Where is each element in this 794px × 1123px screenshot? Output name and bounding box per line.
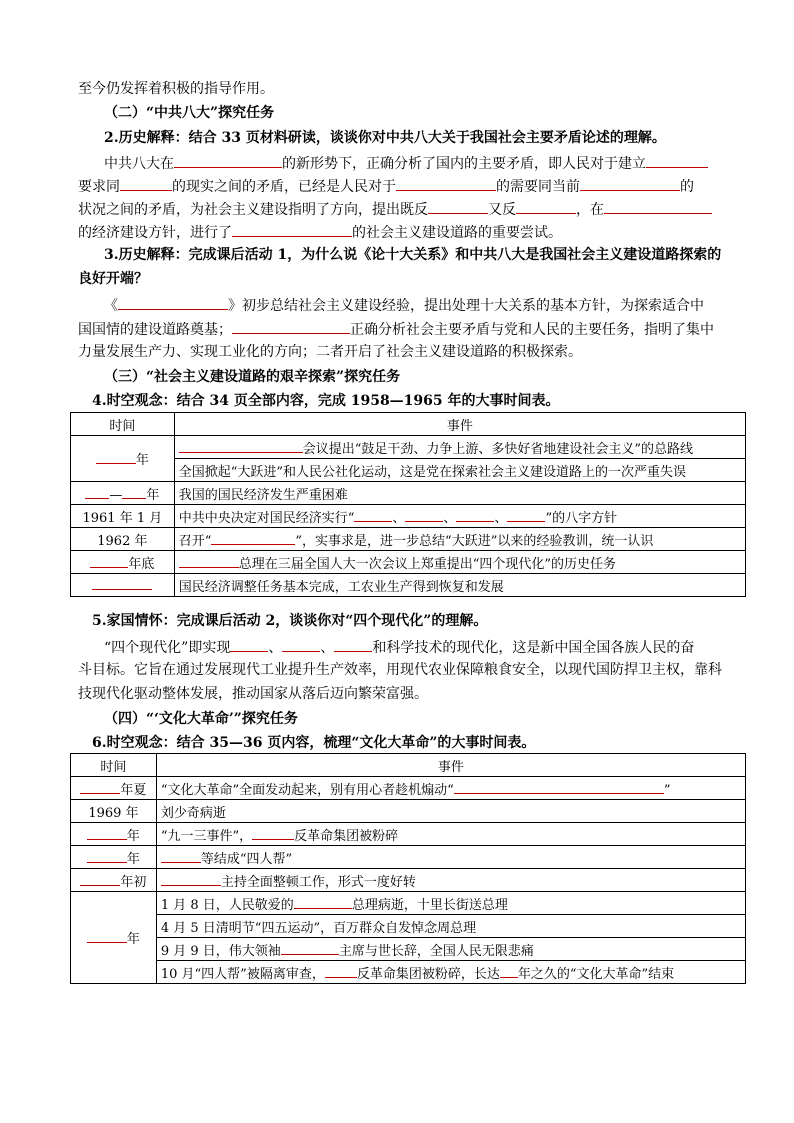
column-header-time: 时间	[71, 754, 157, 777]
event-cell: 1 月 8 日，人民敬爱的 总理病逝，十里长街送总理	[156, 892, 745, 915]
blank-field[interactable]	[120, 176, 172, 191]
blank-field[interactable]	[604, 199, 712, 214]
answer-5-line-2: 斗目标。它旨在通过发展现代工业提升生产效率，用现代农业保障粮食安全，以现代国防捍卫主权，靠科	[78, 662, 722, 678]
blank-field[interactable]	[507, 508, 545, 522]
table-row	[71, 938, 746, 961]
column-header-event: 事件	[174, 413, 745, 436]
blank-field[interactable]	[294, 895, 352, 909]
table-row	[71, 869, 746, 892]
question-5: 5.家国情怀：完成课后活动 2，谈谈你对“四个现代化”的理解。	[92, 613, 488, 629]
blank-field[interactable]	[456, 508, 494, 522]
blank-field[interactable]	[232, 222, 352, 237]
time-cell: 年夏	[71, 777, 157, 800]
blank-field[interactable]	[232, 319, 350, 334]
table-row	[71, 777, 746, 800]
blank-field[interactable]	[179, 439, 303, 453]
table-row	[71, 800, 746, 823]
blank-field[interactable]	[87, 849, 127, 863]
blank-field[interactable]	[179, 554, 239, 568]
blank-field[interactable]	[396, 176, 496, 191]
blank-field[interactable]	[118, 295, 228, 310]
answer-2-line-1: 中共八大在 的新形势下，正确分析了国内的主要矛盾，即人民对于建立	[104, 153, 708, 173]
event-cell: 等结成“四人帮”	[156, 846, 745, 869]
table-row	[71, 915, 746, 938]
time-cell: 年	[71, 892, 157, 984]
blank-field[interactable]	[354, 508, 392, 522]
table-row	[71, 892, 746, 915]
blank-field[interactable]	[428, 199, 488, 214]
timeline-table-1958-1965	[70, 412, 746, 597]
table-row	[71, 505, 746, 528]
question-3-line-1: 3.历史解释：完成课后活动 1，为什么说《论十大关系》和中共八大是我国社会主义建设道路探索的	[104, 247, 722, 263]
blank-field[interactable]	[161, 849, 201, 863]
blank-field[interactable]	[230, 637, 268, 652]
blank-field[interactable]	[580, 176, 680, 191]
time-cell: 年底	[71, 551, 175, 574]
question-3-line-2: 良好开端？	[78, 271, 148, 287]
event-cell: 10 月“四人帮”被隔离审查， 反革命集团被粉碎，长达 年之久的“文化大革命”结束	[156, 961, 745, 984]
event-cell: “九一三事件”， 反革命集团被粉碎	[156, 823, 745, 846]
table-row	[71, 846, 746, 869]
blank-field[interactable]	[87, 929, 127, 943]
blank-field[interactable]	[252, 826, 294, 840]
blank-field[interactable]	[516, 199, 576, 214]
time-cell: — 年	[71, 482, 175, 505]
time-cell: 1969 年	[71, 800, 157, 823]
blank-field[interactable]	[80, 780, 120, 794]
blank-field[interactable]	[334, 637, 372, 652]
answer-5-line-1: “四个现代化”即实现 、 、 和科学技术的现代化，这是新中国全国各族人民的奋	[104, 637, 694, 657]
event-cell: 总理在三届全国人大一次会议上郑重提出“四个现代化”的历史任务	[174, 551, 745, 574]
blank-field[interactable]	[500, 964, 518, 978]
answer-2-line-4: 的经济建设方针，进行了 的社会主义建设道路的重要尝试。	[78, 222, 562, 242]
question-6: 6.时空观念：结合 35—36 页内容，梳理“文化大革命”的大事时间表。	[92, 735, 536, 751]
question-4: 4.时空观念：结合 34 页全部内容，完成 1958—1965 年的大事时间表。	[92, 393, 560, 409]
blank-field[interactable]	[85, 485, 109, 499]
event-cell: 9 月 9 日，伟大领袖 主席与世长辞，全国人民无限悲痛	[156, 938, 745, 961]
blank-field[interactable]	[405, 508, 443, 522]
event-cell: 召开“ ”，实事求是，进一步总结“大跃进”以来的经验教训，统一认识	[174, 528, 745, 551]
table-row	[71, 574, 746, 597]
blank-field[interactable]	[92, 576, 152, 590]
blank-field[interactable]	[90, 554, 128, 568]
time-cell: 年	[71, 846, 157, 869]
blank-field[interactable]	[281, 941, 339, 955]
time-cell: 年初	[71, 869, 157, 892]
table-row	[71, 551, 746, 574]
blank-field[interactable]	[454, 780, 664, 794]
column-header-time: 时间	[71, 413, 175, 436]
answer-2-line-3: 状况之间的矛盾，为社会主义建设指明了方向，提出既反 又反 ，在	[78, 199, 712, 219]
event-cell: 全国掀起“大跃进”和人民公社化运动，这是党在探索社会主义建设道路上的一次严重失误	[174, 459, 745, 482]
section-4-heading: （四）“‘文化大革命’”探究任务	[104, 711, 298, 727]
answer-5-line-3: 技现代化驱动整体发展，推动国家从落后迈向繁荣富强。	[78, 686, 428, 702]
section-2-heading: （二）“中共八大”探究任务	[104, 105, 275, 121]
blank-field[interactable]	[80, 872, 120, 886]
blank-field[interactable]	[282, 637, 320, 652]
blank-field[interactable]	[87, 826, 127, 840]
time-cell: 1961 年 1 月	[71, 505, 175, 528]
time-cell	[71, 574, 175, 597]
blank-field[interactable]	[96, 450, 136, 464]
intro-tail: 至今仍发挥着积极的指导作用。	[78, 81, 274, 97]
table-row	[71, 823, 746, 846]
event-cell: 4 月 5 日清明节“四五运动”，百万群众自发悼念周总理	[156, 915, 745, 938]
blank-field[interactable]	[211, 531, 295, 545]
answer-3-line-3: 力量发展生产力、实现工业化的方向；二者开启了社会主义建设道路的积极探索。	[78, 344, 582, 360]
blank-field[interactable]	[646, 153, 708, 168]
time-cell: 年	[71, 436, 175, 482]
table-row	[71, 436, 746, 459]
table-row	[71, 482, 746, 505]
answer-3-line-1: 《 》初步总结社会主义建设经验，提出处理十大关系的基本方针，为探索适合中	[104, 295, 704, 315]
event-cell: “文化大革命”全面发动起来，别有用心者趁机煽动“ ”	[156, 777, 745, 800]
timeline-table-cultural-revolution	[70, 753, 746, 984]
answer-3-line-2: 国国情的建设道路奠基； 正确分析社会主要矛盾与党和人民的主要任务，指明了集中	[78, 319, 714, 339]
question-2: 2.历史解释：结合 33 页材料研读，谈谈你对中共八大关于我国社会主要矛盾论述的理解。	[104, 130, 666, 146]
time-cell: 1962 年	[71, 528, 175, 551]
event-cell: 国民经济调整任务基本完成，工农业生产得到恢复和发展	[174, 574, 745, 597]
event-cell: 主持全面整顿工作，形式一度好转	[156, 869, 745, 892]
event-cell: 中共中央决定对国民经济实行“ 、 、 、 ”的八字方针	[174, 505, 745, 528]
blank-field[interactable]	[122, 485, 146, 499]
table-row	[71, 961, 746, 984]
event-cell: 刘少奇病逝	[156, 800, 745, 823]
table-row	[71, 528, 746, 551]
answer-2-line-2: 要求同 的现实之间的矛盾，已经是人民对于 的需要同当前 的	[78, 176, 694, 196]
event-cell: 会议提出“鼓足干劲、力争上游、多快好省地建设社会主义”的总路线	[174, 436, 745, 459]
blank-field[interactable]	[161, 872, 221, 886]
time-cell: 年	[71, 823, 157, 846]
section-3-heading: （三）“社会主义建设道路的艰辛探索”探究任务	[104, 369, 401, 385]
event-cell: 我国的国民经济发生严重困难	[174, 482, 745, 505]
blank-field[interactable]	[174, 153, 282, 168]
blank-field[interactable]	[325, 964, 357, 978]
column-header-event: 事件	[156, 754, 745, 777]
